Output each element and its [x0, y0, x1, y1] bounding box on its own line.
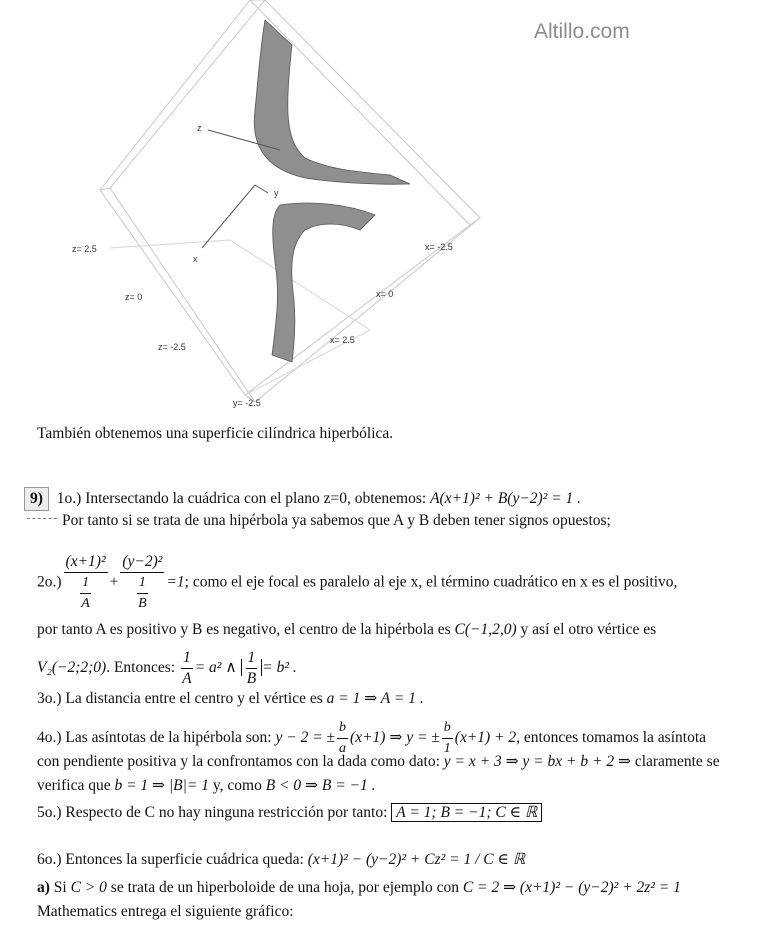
vertex-point: V₂(−2;2;0) — [37, 659, 107, 677]
step2-eq: =1 — [166, 573, 185, 591]
step1-formula: A(x+1)² + B(y−2)² = 1 . — [430, 490, 582, 507]
tick-z-zero: z= 0 — [125, 292, 143, 302]
step2-line3: V₂(−2;2;0). Entonces: $\frac{1}{A}$ = a² ∧ $\frac{1}{B}$ = b² . — [37, 649, 297, 687]
step2-line2: por tanto A es positivo y B es negativo, el centro de la hipérbola es C(−1,2,0) y así el otro vértice es — [37, 621, 657, 638]
step1-line2: Por tanto si se trata de una hipérbola ya sabemos que A y B deben tener signos opuestos; — [62, 512, 611, 529]
tick-x-zero: x= 0 — [376, 289, 394, 299]
step2-text: ; como el eje focal es paralelo al eje x, el término cuadrático en x es el positivo, — [184, 573, 678, 591]
step2-prefix: 2o.) — [37, 573, 62, 591]
abs-1-over-B: $\frac{1}{B}$ — [241, 659, 263, 676]
step2-frac2: $\frac{\text{(y−2)²}}{\frac{1}{B}}$ — [122, 553, 163, 611]
step4-line3: verifica que b = 1 ⇒ |B|= 1 y, como B < 0 ⇒ B = −1 . — [37, 777, 376, 794]
axis-z-label: z — [197, 123, 202, 133]
watermark: Altillo.com — [534, 20, 630, 43]
tick-x-neg: x= -2.5 — [425, 242, 453, 252]
tick-z-pos: z= 2.5 — [72, 244, 97, 254]
result-box: A = 1; B = −1; C ∈ ℝ — [391, 803, 542, 822]
axis-y-label: y — [274, 188, 279, 198]
step6-case-a: a) Si C > 0 se trata de un hiperboloide de una hoja, por ejemplo con C = 2 ⇒ (x+1)² − (y−2)² + 2z² = 1 — [37, 879, 681, 896]
problem-number: 9) — [24, 487, 49, 511]
step6-last: Mathematics entrega el siguiente gráfico: — [37, 903, 294, 920]
step2-line: 2o.) $\frac{\text{(x+1)²}}{\frac{1}{A}}$ + $\frac{\text{(y−2)²}}{\frac{1}{B}}$ =1; como el eje focal es paralelo al eje x, el término cuadrático en x es el positivo, — [37, 552, 677, 614]
step4-line: 4o.) Las asíntotas de la hipérbola son: y − 2 = ± $\frac{b}{a}$ (x+1) ⇒ y = ± $\frac{b}{1}$ (x+1) + 2, entonces tomamos la asíntota — [37, 720, 707, 756]
step3-line: 3o.) La distancia entre el centro y el vértice es a = 1 ⇒ A = 1 . — [37, 690, 424, 707]
step6-line: 6o.) Entonces la superficie cuádrica queda: (x+1)² − (y−2)² + Cz² = 1 / C ∈ ℝ — [37, 851, 526, 868]
axis-x-label: x — [193, 254, 198, 264]
step4-line2: con pendiente positiva y la confrontamos con la dada como dato: y = x + 3 ⇒ y = bx + b + 2 ⇒ claramente se — [37, 753, 720, 770]
center-point: C(−1,2,0) — [454, 621, 517, 638]
step1-line — [24, 487, 581, 511]
step2-frac1: $\frac{\text{(x+1)²}}{\frac{1}{A}}$ — [65, 553, 106, 611]
tick-y-bottom: y= -2.5 — [233, 398, 261, 408]
step3-formula: a = 1 ⇒ A = 1 . — [326, 690, 424, 707]
dashed-rule — [27, 518, 57, 519]
tick-x-pos: x= 2.5 — [330, 335, 355, 345]
lower-sheet — [272, 203, 375, 362]
upper-sheet — [254, 20, 410, 184]
frac-1-over-A: $\frac{1}{A}$ — [182, 649, 192, 687]
surface-plot — [72, 0, 490, 412]
step1-text: 1o.) Intersectando la cuádrica con el plano z=0, obtenemos: — [56, 490, 427, 507]
graph-caption: También obtenemos una superficie cilíndrica hiperbólica. — [37, 425, 394, 442]
surface-equation: (x+1)² − (y−2)² + Cz² = 1 / C ∈ ℝ — [307, 851, 526, 868]
tick-z-neg: z= -2.5 — [158, 342, 186, 352]
step5-line: 5o.) Respecto de C no hay ninguna restricción por tanto: A = 1; B = −1; C ∈ ℝ — [37, 803, 542, 822]
